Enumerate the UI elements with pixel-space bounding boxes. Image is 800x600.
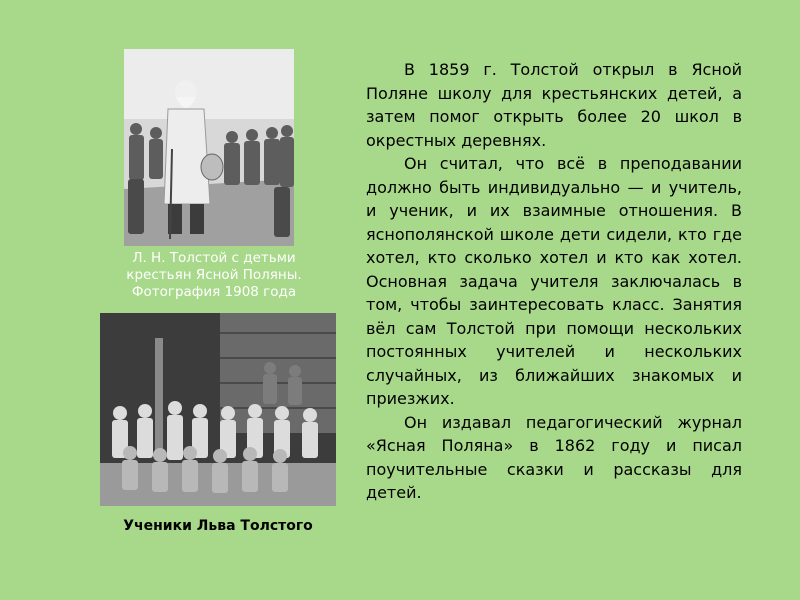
paragraph: В 1859 г. Толстой открыл в Ясной Поляне школу для крестьянских детей, а затем помог открыть более 20 школ в окрестных деревнях.	[366, 60, 742, 150]
photo-illustration	[100, 313, 336, 506]
tolstoy-with-children-photo	[124, 49, 294, 246]
paragraph: Он считал, что всё в преподавании должно быть индивидуально — и учитель, и ученик, и их взаимные отношения. В яснополянской школе дети сидели, кто где хотел, кто сколько хотел и кто как хотел. Основная задача учителя заключалась в том, чтобы заинтересовать класс. Занятия вёл сам Толстой при помощи нескольких постоянных учителей и нескольких случайных, из ближайших знакомых и приезжих.	[366, 154, 742, 408]
paragraph: Он издавал педагогический журнал «Ясная Поляна» в 1862 году и писал поучительные сказки и рассказы для детей.	[366, 412, 742, 502]
top-photo-caption: Л. Н. Толстой с детьми крестьян Ясной Поляны. Фотография 1908 года	[126, 250, 302, 300]
main-text	[366, 58, 742, 505]
tolstoy-students-photo	[100, 313, 336, 506]
bottom-photo-caption: Ученики Льва Толстого	[123, 518, 313, 534]
photo-illustration	[124, 49, 294, 246]
